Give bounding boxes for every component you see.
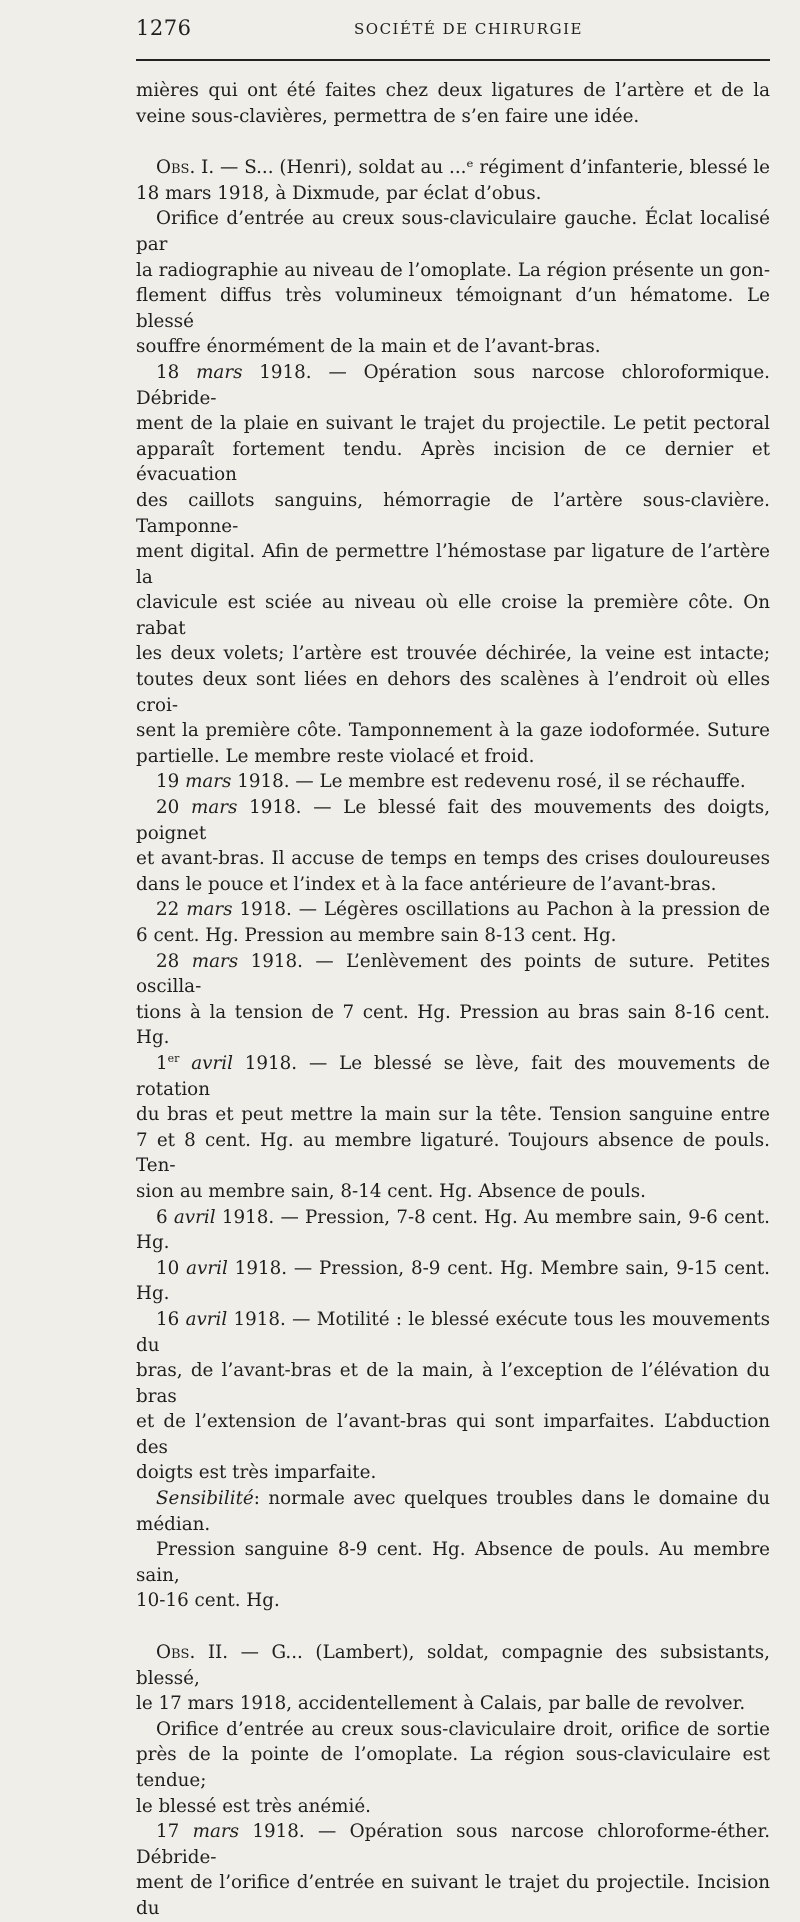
entry-text: — Pression, 7-8 cent. Hg. Au membre sain, 9-6 cent. Hg. [136, 1206, 770, 1254]
date-year: 1918. [238, 950, 303, 972]
entry-22-mars-line-1 [136, 897, 770, 923]
pression-line-2: 10-16 cent. Hg. [136, 1590, 280, 1612]
entry-16-avril-line-1 [136, 1307, 770, 1358]
date-day: 6 [156, 1206, 174, 1228]
entry-19-mars [136, 769, 770, 795]
entry-18-mars-line-4: des caillots sanguins, hémorragie de l’artère sous-clavière. Tamponne- [136, 489, 770, 537]
date-month: mars [186, 899, 233, 921]
entry-1-avril-line-3: 7 et 8 cent. Hg. au membre ligaturé. Toujours absence de pouls. Ten- [136, 1129, 770, 1177]
entry-text: — Pression, 8-9 cent. Hg. Membre sain, 9-15 cent. Hg. [136, 1257, 770, 1305]
date-year: 1918. [227, 1308, 286, 1330]
obs1-heading [136, 155, 770, 181]
obs2-orifice-line-2: près de la pointe de l’omoplate. La région sous-claviculaire est tendue; [136, 1744, 770, 1791]
entry-18-mars-line-3: apparaît fortement tendu. Après incision de ce dernier et évacuation [136, 438, 770, 486]
obs1-heading-line-2: 18 mars 1918, à Dixmude, par éclat d’obus. [136, 182, 542, 204]
entry-16-avril-line-3: et de l’extension de l’avant-bras qui sont imparfaites. L’abduction des [136, 1411, 770, 1458]
date-month: avril [173, 1206, 216, 1228]
entry-text: — Le membre est redevenu rosé, il se réchauffe. [289, 771, 746, 793]
date-year: 1918. [232, 899, 292, 921]
date-year: 1918. [232, 1052, 298, 1074]
header-rule [136, 59, 770, 61]
page-number: 1276 [136, 16, 192, 40]
obs1-heading-text: — S... (Henri), soldat au ...ᵉ régiment d’infanterie, blessé le [214, 157, 770, 179]
page-header [136, 16, 770, 44]
date-year: 1918. [227, 1257, 288, 1279]
obs1-orifice-line-2: la radiographie au niveau de l’omoplate. La région présente un gon- [136, 259, 770, 281]
entry-22-mars-line-2: 6 cent. Hg. Pression au membre sain 8-13 cent. Hg. [136, 925, 617, 946]
date-day: 17 [156, 1821, 193, 1843]
entry-text: — Le blessé se lève, fait des mouvements de rotation [136, 1052, 770, 1100]
date-month: mars [191, 950, 239, 972]
obs1-orifice-line-4: souffre énormément de la main et de l’avant-bras. [136, 336, 601, 358]
entry-18-mars-line-10: partielle. Le membre reste violacé et froid. [136, 745, 535, 767]
obs1-orifice-line-3: flement diffus très volumineux témoignant d’un hématome. Le blessé [136, 285, 770, 332]
obs2-heading-line-2: le 17 mars 1918, accidentellement à Calais, par balle de revolver. [136, 1693, 746, 1715]
obs1-label: Obs. I. [156, 157, 215, 179]
intro-line-1: mières qui ont été faites chez deux ligatures de l’artère et de la [136, 80, 770, 101]
entry-16-avril-line-2: bras, de l’avant-bras et de la main, à l’exception de l’élévation du bras [136, 1360, 770, 1407]
entry-6-avril [136, 1205, 770, 1256]
page-body [136, 78, 770, 1922]
entry-1-avril-line-1 [136, 1051, 770, 1102]
date-month: mars [191, 797, 238, 819]
entry-20-mars-line-2: et avant-bras. Il accuse de temps en temps des crises douloureuses [136, 848, 770, 870]
date-day: 28 [156, 950, 192, 972]
entry-18-mars-line-2: ment de la plaie en suivant le trajet du projectile. Le petit pectoral [136, 413, 770, 435]
obs2-heading [136, 1640, 770, 1691]
date-day: 20 [156, 797, 192, 819]
entry-text: — Le blessé fait des mouvements des doigts, poignet [136, 797, 771, 844]
sensibilite-line [136, 1486, 770, 1537]
entry-text: — Légères oscillations au Pachon à la pression de [291, 899, 770, 921]
date-month: avril [186, 1257, 228, 1279]
entry-text: — Opération sous narcose chloroforme-éther. Débride- [136, 1821, 771, 1868]
entry-18-mars-line-7: les deux volets; l’artère est trouvée déchirée, la veine est intacte; [136, 643, 770, 665]
entry-17-mars-line-2: ment de l’orifice d’entrée en suivant le trajet du projectile. Incision du [136, 1872, 770, 1919]
entry-17-mars-line-1 [136, 1819, 770, 1870]
entry-text: — Opération sous narcose chloroformique. Débride- [136, 361, 770, 409]
date-day: 18 [156, 361, 197, 383]
date-year: 1918. [237, 797, 302, 819]
entry-1-avril-line-4: sion au membre sain, 8-14 cent. Hg. Absence de pouls. [136, 1180, 646, 1202]
entry-18-mars-line-8: toutes deux sont liées en dehors des scalènes à l’endroit où elles croi- [136, 669, 770, 716]
entry-text: — Motilité : le blessé exécute tous les mouvements du [136, 1308, 770, 1356]
date-year: 1918. [242, 361, 312, 383]
date-month: mars [192, 1821, 239, 1843]
date-year: 1918. [215, 1206, 275, 1228]
entry-1-avril-line-2: du bras et peut mettre la main sur la tête. Tension sanguine entre [136, 1104, 770, 1126]
entry-28-mars-line-2: tions à la tension de 7 cent. Hg. Pression au bras sain 8-16 cent. Hg. [136, 1001, 770, 1049]
date-day: 1 [156, 1052, 168, 1074]
entry-20-mars-line-1 [136, 795, 770, 846]
entry-18-mars-line-1 [136, 360, 770, 411]
running-title: SOCIÉTÉ DE CHIRURGIE [354, 20, 583, 38]
date-day: 16 [156, 1308, 186, 1330]
entry-18-mars-line-6: clavicule est sciée au niveau où elle croise la première côte. On rabat [136, 592, 770, 639]
date-day: 19 [156, 771, 186, 793]
sensibilite-text: : normale avec quelques troubles dans le domaine du médian. [136, 1488, 770, 1535]
date-day: 22 [156, 899, 187, 921]
obs2-heading-text: — G... (Lambert), soldat, compagnie des subsistants, blessé, [136, 1642, 770, 1689]
obs1-orifice-line-1: Orifice d’entrée au creux sous-claviculaire gauche. Éclat localisé par [136, 208, 770, 255]
entry-20-mars-line-3: dans le pouce et l’index et à la face antérieure de l’avant-bras. [136, 873, 717, 895]
entry-10-avril [136, 1256, 770, 1307]
entry-18-mars-line-5: ment digital. Afin de permettre l’hémostase par ligature de l’artère la [136, 541, 770, 588]
entry-16-avril-line-4: doigts est très imparfaite. [136, 1462, 377, 1484]
obs2-orifice-line-3: le blessé est très anémié. [136, 1795, 371, 1817]
obs2-label: Obs. II. [156, 1642, 229, 1664]
entry-28-mars-line-1 [136, 949, 770, 1000]
date-year: 1918. [238, 1821, 305, 1843]
date-day: 10 [156, 1257, 187, 1279]
intro-line-2: veine sous-clavières, permettra de s’en faire une idée. [136, 105, 640, 127]
date-year: 1918. [231, 771, 290, 793]
date-month: mars [185, 771, 232, 793]
obs2-orifice-line-1: Orifice d’entrée au creux sous-claviculaire droit, orifice de sortie [156, 1718, 770, 1740]
date-month: mars [196, 361, 243, 383]
date-month: avril [179, 1052, 233, 1074]
date-month: avril [185, 1308, 228, 1330]
date-ordinal: er [167, 1051, 180, 1065]
entry-18-mars-line-9: sent la première côte. Tamponnement à la gaze iodoformée. Suture [136, 720, 770, 742]
pression-line-1: Pression sanguine 8-9 cent. Hg. Absence de pouls. Au membre sain, [136, 1539, 770, 1586]
entry-text: — L’enlèvement des points de suture. Petites oscilla- [136, 950, 770, 998]
sensibilite-label: Sensibilité [156, 1488, 254, 1510]
